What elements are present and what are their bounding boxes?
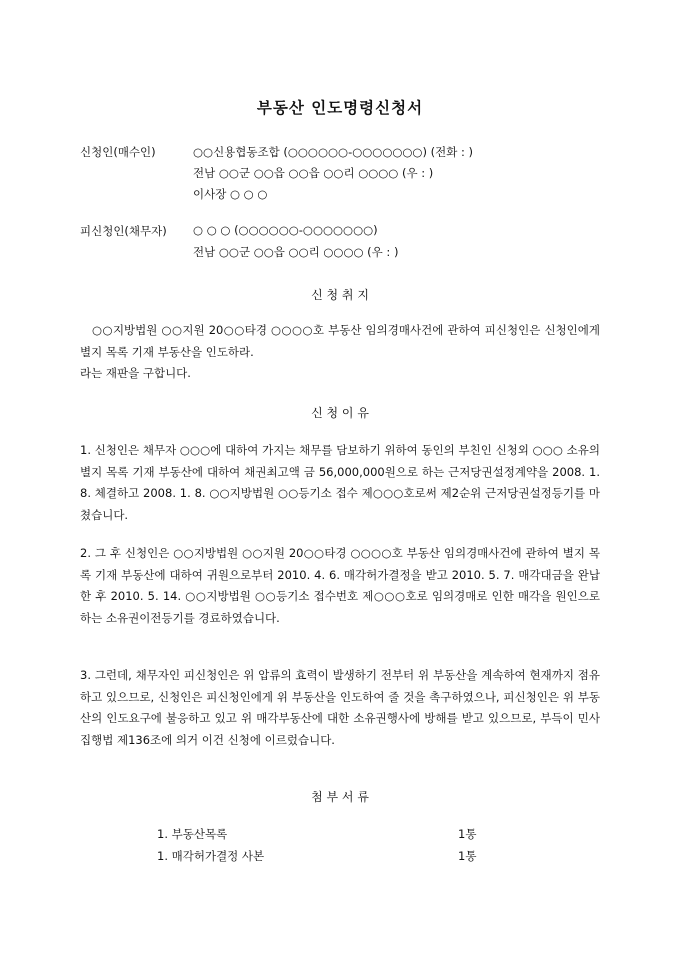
respondent-name-line: ○ ○ ○ (○○○○○○-○○○○○○○): [193, 223, 378, 237]
applicant-address-line: 전남 ○○군 ○○읍 ○○읍 ○○리 ○○○○ (우 : ): [193, 166, 434, 180]
attachment-item-quantity: 1통: [458, 827, 477, 841]
purpose-text: ○○지방법원 ○○지원 20○○타경 ○○○○호 부동산 임의경매사건에 관하여 피신청인은 신청인에게 별지 목록 기재 부동산을 인도하라.: [80, 323, 600, 359]
applicant-representative-line: 이사장 ○ ○ ○: [193, 187, 268, 201]
attachment-item-quantity: 1통: [458, 849, 477, 863]
applicant-name-line: ○○신용협동조합 (○○○○○○-○○○○○○○) (전화 : ): [193, 145, 473, 159]
reasons-heading: 신 청 이 유: [311, 406, 369, 420]
respondent-address-line: 전남 ○○군 ○○읍 ○○리 ○○○○ (우 : ): [193, 245, 399, 259]
document-title: 부동산 인도명령신청서: [256, 99, 424, 117]
purpose-closing: 라는 재판을 구합니다.: [80, 366, 191, 380]
attachment-item-name: 1. 부동산목록: [157, 827, 228, 841]
purpose-heading: 신 청 취 지: [311, 288, 369, 302]
attachment-item-name: 1. 매각허가결정 사본: [157, 849, 265, 863]
reason-item-3: 3. 그런데, 채무자인 피신청인은 위 압류의 효력이 발생하기 전부터 위 부동산을 계속하여 현재까지 점유하고 있으므로, 신청인은 피신청인에게 위 부동산을 인도하여 줄 것을 촉구하였으나, 피신청인은 위 부동산의 인도요구에 불응하고 있고 위 매각부동산에 대한 소유권행사에 방해를 받고 있으므로, 부득이 민사집행법 제136조에 의거 이건 신청에 이르렀습니다.: [80, 668, 600, 747]
applicant-label: 신청인(매수인): [80, 145, 156, 159]
respondent-label: 피신청인(채무자): [80, 224, 167, 238]
reason-item-2: 2. 그 후 신청인은 ○○지방법원 ○○지원 20○○타경 ○○○○호 부동산 임의경매사건에 관하여 별지 목록 기재 부동산에 대하여 귀원으로부터 2010. 4. 6. 매각허가결정을 받고 2010. 5. 7. 매각대금을 완납한 후 2010. 5. 14. ○○지방법원 ○○등기소 접수번호 제○○○호로 임의경매로 인한 매각을 원인으로 하는 소유권이전등기를 경료하였습니다.: [80, 546, 600, 625]
reason-item-1: 1. 신청인은 채무자 ○○○에 대하여 가지는 채무를 담보하기 위하여 동인의 부친인 신청외 ○○○ 소유의 별지 목록 기재 부동산에 대하여 채권최고액 금 56,000,000원으로 하는 근저당권설정계약을 2008. 1. 8. 체결하고 2008. 1. 8. ○○지방법원 ○○등기소 접수 제○○○호로써 제2순위 근저당권설정등기를 마쳤습니다.: [80, 443, 600, 522]
attachments-heading: 첨 부 서 류: [311, 790, 369, 804]
